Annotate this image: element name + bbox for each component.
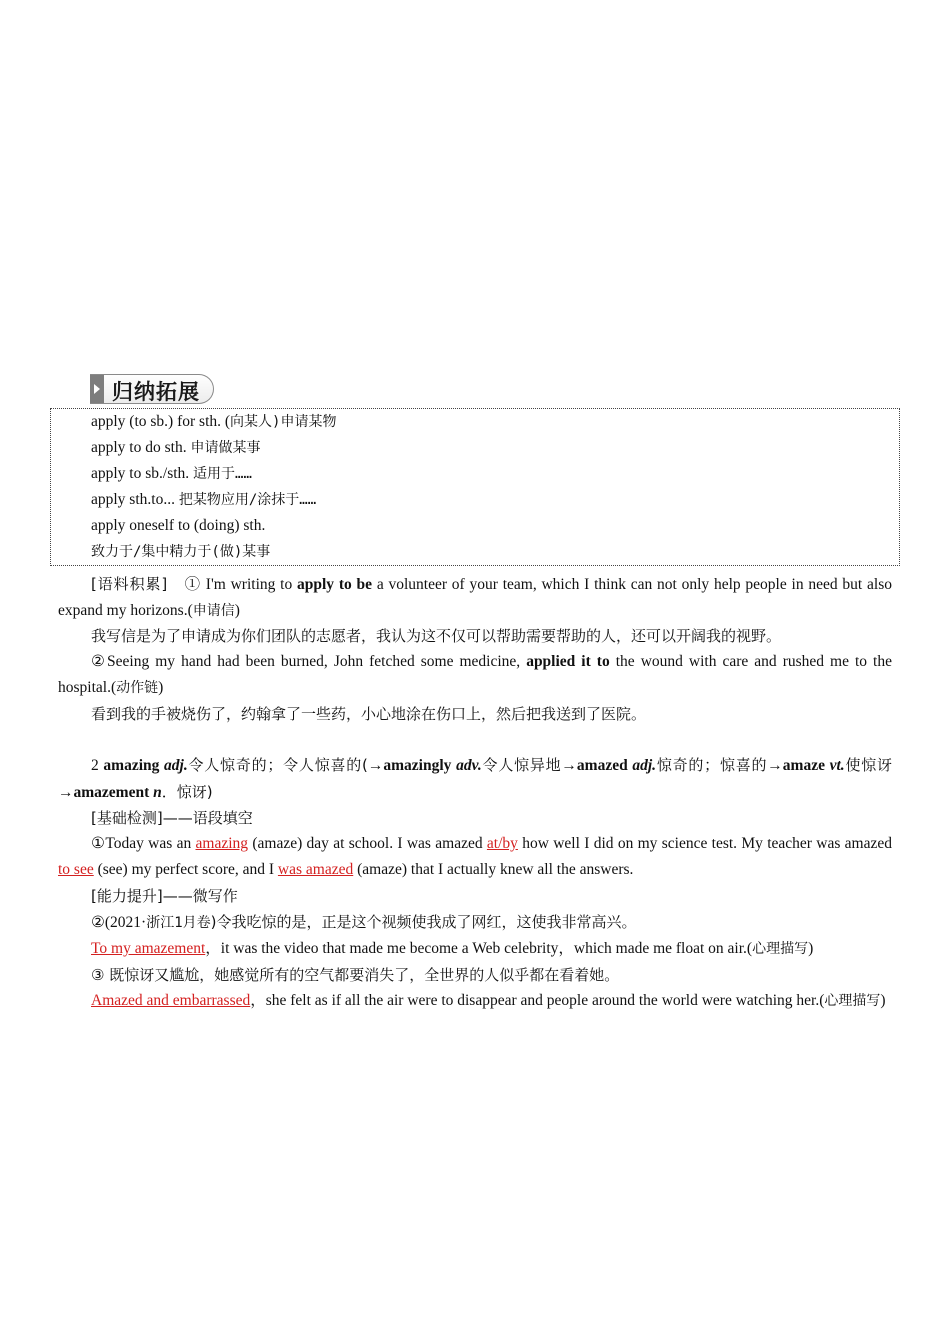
basic-check-label: [基础检测]——语段填空 [91, 809, 253, 827]
ability-question-2: ③ 既惊讶又尴尬，她感觉所有的空气都要消失了，全世界的人似乎都在看着她。 [91, 966, 620, 984]
expansion-line-4: apply sth.to... 把某物应用/涂抹于…… [91, 491, 317, 508]
corpus-example-1: [语料积累] ① I'm writing to apply to be a volunteer of your team, which I think can not only help people in need but also expand my horizons.(申请信) [58, 575, 892, 619]
ability-answer-1: To my amazement，it was the video that made me become a Web celebrity，which made me float on air.(心理描写) [91, 940, 814, 957]
corpus-example-2-translation: 看到我的手被烧伤了，约翰拿了一些药，小心地涂在伤口上，然后把我送到了医院。 [91, 705, 647, 723]
basic-check-passage: ①Today was an amazing (amaze) day at school. I was amazed at/by how well I did on my science test. My teacher was amazed to see (see) my perfect score, and I was amazed (amaze) that I actually knew all the answers. [58, 835, 892, 878]
entry-2-heading: 2 amazing adj.令人惊奇的；令人惊喜的(→amazingly adv.令人惊异地→amazed adj.惊奇的；惊喜的→amaze vt.使惊讶→amazement n．惊讶) [58, 756, 892, 801]
answer-to-see: to see [58, 861, 94, 878]
corpus-example-2: ②Seeing my hand had been burned, John fetched some medicine, applied it to the wound with care and rushed me to the hospital.(动作链) [58, 653, 892, 696]
ability-label: [能力提升]——微写作 [91, 887, 238, 905]
expansion-line-5: apply oneself to (doing) sth. [91, 517, 266, 534]
section-title: 归纳拓展 [112, 380, 200, 404]
expansion-line-3: apply to sb./sth. 适用于…… [91, 465, 252, 482]
ability-answer-2: Amazed and embarrassed，she felt as if all the air were to disappear and people around the world were watching her.(心理描写) [91, 992, 886, 1009]
answer-at-by: at/by [486, 835, 518, 852]
play-triangle-icon [90, 375, 104, 403]
expansion-line-1: apply (to sb.) for sth. (向某人)申请某物 [91, 413, 337, 430]
expansion-line-6: 致力于/集中精力于(做)某事 [91, 544, 271, 560]
section-banner [90, 374, 214, 404]
answer-was-amazed: was amazed [277, 861, 354, 878]
expansion-box [50, 408, 900, 566]
corpus-example-1-translation: 我写信是为了申请成为你们团队的志愿者，我认为这不仅可以帮助需要帮助的人，还可以开阔我的视野。 [91, 627, 782, 645]
answer-amazing: amazing [195, 835, 249, 852]
ability-question-1: ②(2021·浙江1月卷)令我吃惊的是，正是这个视频使我成了网红，这使我非常高兴。 [91, 913, 637, 931]
expansion-line-2: apply to do sth. 申请做某事 [91, 439, 261, 456]
